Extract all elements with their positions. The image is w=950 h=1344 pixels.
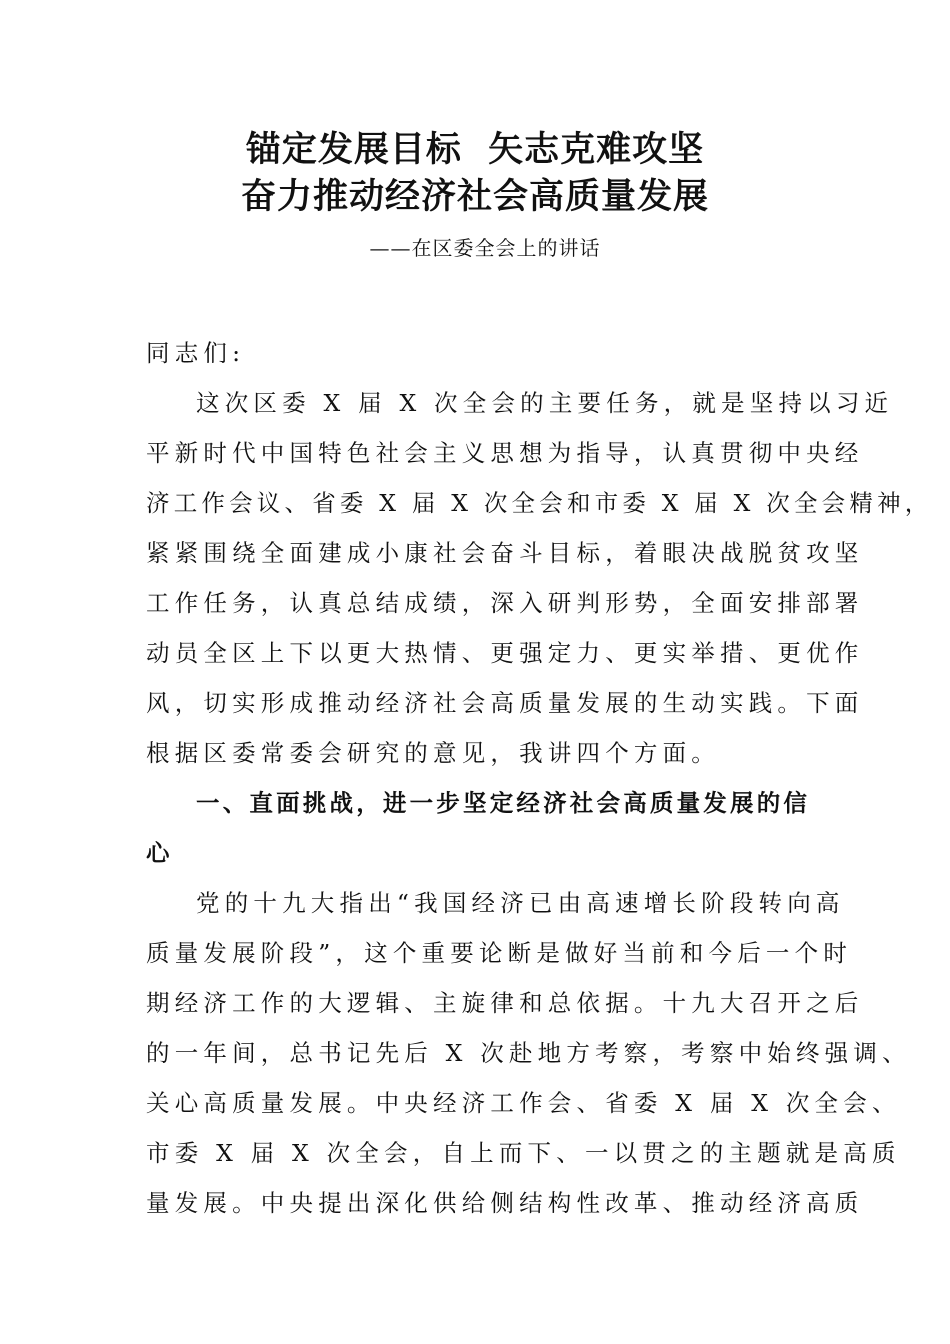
- paragraph-line: 济工作会议、省委 X 届 X 次全会和市委 X 届 X 次全会精神，: [146, 489, 933, 517]
- paragraph-line: 质量发展阶段”，这个重要论断是做好当前和今后一个时: [146, 939, 853, 967]
- document-title-line-1: 锚定发展目标 矢志克难攻坚: [245, 130, 705, 170]
- paragraph-line: 这次区委 X 届 X 次全会的主要任务，就是坚持以习近: [196, 389, 894, 417]
- paragraph-line: 期经济工作的大逻辑、主旋律和总依据。十九大召开之后: [146, 989, 864, 1017]
- paragraph-line: 关心高质量发展。中央经济工作会、省委 X 届 X 次全会、: [146, 1089, 901, 1117]
- section-heading-line: 一、直面挑战，进一步坚定经济社会高质量发展的信: [196, 789, 811, 817]
- paragraph-line: 平新时代中国特色社会主义思想为指导，认真贯彻中央经: [146, 439, 864, 467]
- paragraph-line: 风，切实形成推动经济社会高质量发展的生动实践。下面: [146, 689, 864, 717]
- document-subtitle: ——在区委全会上的讲话: [369, 236, 601, 260]
- paragraph-line: 党的十九大指出“我国经济已由高速增长阶段转向高: [196, 889, 845, 917]
- salutation: 同志们:: [146, 339, 246, 367]
- paragraph-line: 动员全区上下以更大热情、更强定力、更实举措、更优作: [146, 639, 864, 667]
- paragraph-line: 量发展。中央提出深化供给侧结构性改革、推动经济高质: [146, 1189, 864, 1217]
- paragraph-line: 的一年间，总书记先后 X 次赴地方考察，考察中始终强调、: [146, 1039, 911, 1067]
- document-title-line-2: 奋力推动经济社会高质量发展: [240, 177, 709, 217]
- paragraph-line: 市委 X 届 X 次全会，自上而下、一以贯之的主题就是高质: [146, 1139, 901, 1167]
- paragraph-line: 工作任务，认真总结成绩，深入研判形势，全面安排部署: [146, 589, 864, 617]
- paragraph-line: 根据区委常委会研究的意见，我讲四个方面。: [146, 739, 720, 767]
- paragraph-line: 紧紧围绕全面建成小康社会奋斗目标，着眼决战脱贫攻坚: [146, 539, 864, 567]
- section-heading-line: 心: [146, 839, 173, 867]
